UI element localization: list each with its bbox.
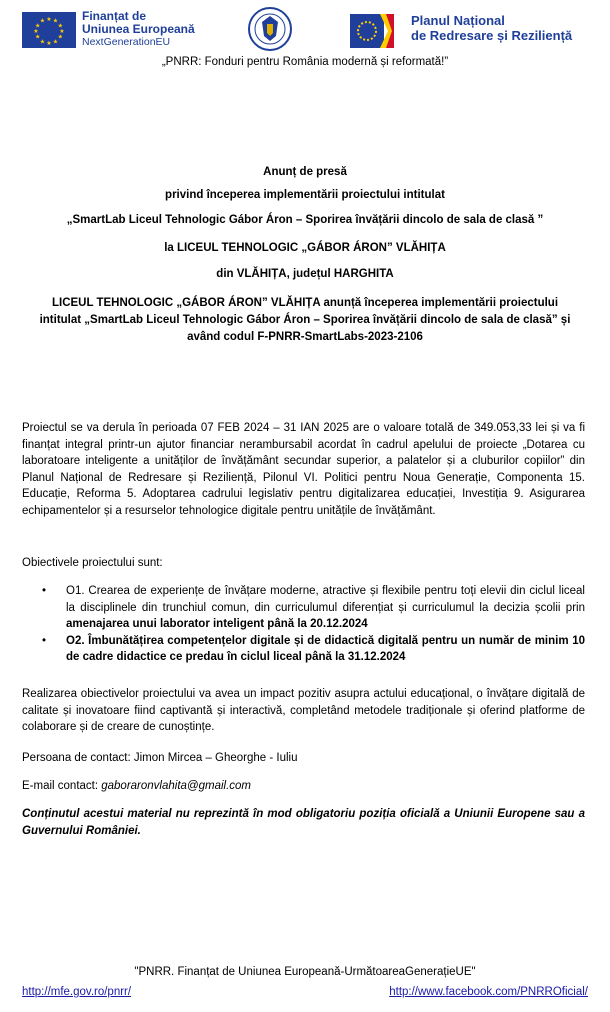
eu-line2: Uniunea Europeană (82, 22, 195, 36)
institution-name: la LICEUL TEHNOLOGIC „GÁBOR ÁRON” VLĂHIȚA (164, 242, 446, 254)
facebook-link[interactable]: http://www.facebook.com/PNRROficial/ (389, 986, 588, 998)
objectives-heading: Obiectivele proiectului sunt: (22, 557, 163, 569)
email-label: E-mail contact: (22, 780, 102, 792)
svg-text:★: ★ (46, 40, 52, 47)
svg-text:★: ★ (57, 22, 63, 30)
svg-text:★: ★ (52, 17, 59, 25)
svg-text:★: ★ (35, 22, 41, 30)
email-contact (22, 778, 585, 795)
disclaimer: Conținutul acestui material nu reprezintă în mod obligatoriu poziția oficială a Uniunii Europene sau a Guvernului României. (22, 808, 585, 837)
eu-stars-icon (22, 12, 76, 48)
intro-line-2: intitulat „SmartLab Liceul Tehnologic Gábor Áron – Sporirea învățării dincolo de sala de clasă” și (39, 314, 571, 326)
pnrr-line2: de Redresare și Reziliență (411, 28, 573, 43)
contact-person: Persoana de contact: Jimon Mircea – Gheorghe - Iuliu (22, 752, 298, 764)
pnrr-logo-text (411, 13, 606, 43)
eu-line3: NextGenerationEU (82, 36, 171, 48)
mfe-link[interactable]: http://mfe.gov.ro/pnrr/ (22, 986, 132, 998)
svg-text:★: ★ (39, 38, 46, 46)
intro-line-3: având codul F-PNRR-SmartLabs-2023-2106 (187, 331, 423, 343)
objective-bold-text: O2. Îmbunătățirea competențelor digitale și de didactică digitală pentru un număr de minim 10 de cadre didactice ce predau în ciclul liceal până la 31.12.2024 (66, 634, 585, 663)
svg-text:★: ★ (59, 28, 65, 35)
bullet-icon: • (42, 634, 47, 647)
project-title: „SmartLab Liceul Tehnologic Gábor Áron – Sporirea învățării dincolo de sala de clasă ” (66, 214, 544, 226)
footer-tagline: "PNRR. Finanțat de Uniunea Europeană-UrmătoareaGenerațieUE" (134, 966, 476, 978)
svg-text:★: ★ (39, 17, 46, 25)
pnrr-flag-icon (350, 14, 394, 48)
email-address[interactable]: gaboraronvlahita@gmail.com (101, 780, 251, 792)
svg-text:★: ★ (33, 28, 39, 35)
svg-text:★: ★ (35, 33, 41, 41)
impact-paragraph: Realizarea obiectivelor proiectului va avea un impact pozitiv asupra actului educațional, o învățare digitală de calitate și inovatoare fiind captivantă și interactivă, completând metodele tradiționale și oferind platforme de colaborare și de creare de cunoștințe. (22, 688, 585, 733)
svg-text:★: ★ (52, 38, 59, 46)
intro-line-1: LICEUL TEHNOLOGIC „GÁBOR ÁRON” VLĂHIȚA anunță începerea implementării proiectului (51, 297, 559, 309)
romanian-government-seal-icon (248, 6, 292, 52)
eu-flag-icon (22, 12, 76, 48)
svg-text:★: ★ (46, 16, 52, 23)
objective-item (22, 633, 585, 666)
objectives-list (22, 583, 585, 666)
press-release-subtitle: privind începerea implementării proiectului intitulat (165, 189, 445, 201)
eu-line1: Finanțat de (82, 9, 147, 23)
objective-item (22, 583, 585, 633)
project-description: Proiectul se va derula în perioada 07 FEB 2024 – 31 IAN 2025 are o valoare totală de 349.053,33 lei și va fi finanțat integral printr-un ajutor financiar nerambursabil acordat în cadrul apelului de proiecte „Dotarea cu laboratoare inteligente a unităților de învățământ secundar superior, a palatelor și a cluburilor copiilor” din Planul Național de Redresare și Reziliență, Pilonul VI. Politici pentru Noua Generație, Componenta 15. Educație, Reforma 5. Adoptarea cadrului legislativ pentru digitalizarea educației, Investiția 9. Asigurarea echipamentelor și a resurselor tehnologice digitale pentru unitățile de învățământ. (22, 422, 585, 517)
institution-location: din VLĂHIȚA, județul HARGHITA (216, 268, 394, 280)
svg-text:★: ★ (57, 33, 63, 41)
press-release-title: Anunț de presă (263, 166, 347, 178)
objective-bold-text: amenajarea unui laborator inteligent până la 20.12.2024 (66, 618, 368, 630)
pnrr-line1: Planul Național (411, 13, 505, 28)
objective-text: O1. Crearea de experiențe de învățare moderne, atractive și flexibile pentru toți elevii din ciclul liceal la disciplinele din trunchiul comun, din curriculumul diferențiat și curriculumul la decizia școlii prin (66, 585, 585, 614)
bullet-icon: • (42, 585, 47, 597)
eu-funding-text (82, 10, 232, 49)
slogan: „PNRR: Fonduri pentru România modernă și reformată!” (161, 56, 449, 68)
